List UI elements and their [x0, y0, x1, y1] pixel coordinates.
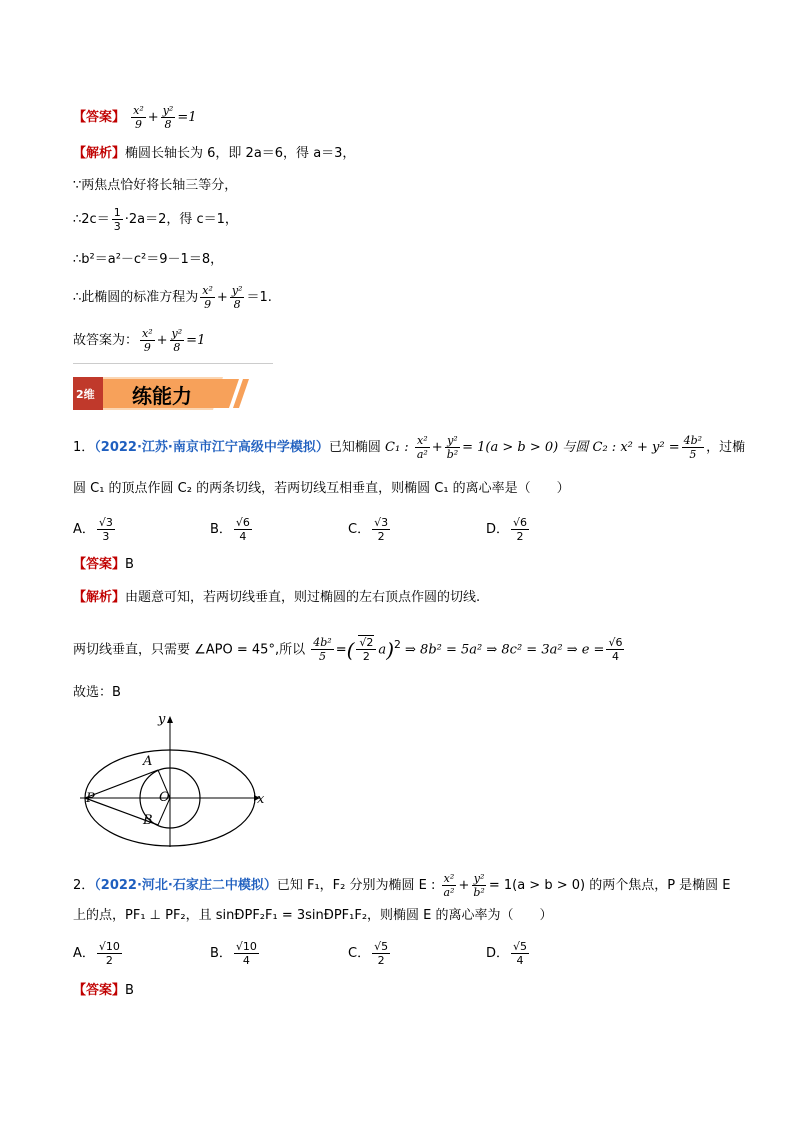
analysis-text: 椭圆长轴长为 6，即 2a＝6，得 a＝3，	[125, 146, 356, 161]
q2-line-1: 2．（2022·河北·石家庄二中模拟）已知 F₁，F₂ 分别为椭圆 E : $\frac{\text{x²}}{\text{a²}}$ + $\frac{\text{y²}}{\text{b²}}$ = 1(a > b > 0) 的两个焦点，P 是椭圆 E	[73, 872, 731, 899]
label-y: y	[158, 712, 166, 727]
q1-line-1: 1．（2022·江苏·南京市江宁高级中学模拟）已知椭圆 C₁ : $\frac{\text{x²}}{\text{a²}}$ + $\frac{\text{y²}}{\text{b²}}$ = 1(a > b > 0) 与圆 C₂ : x² + y² = $\frac{\text{4b²}}{5}$ ，过椭	[73, 434, 746, 461]
q2-source: （2022·河北·石家庄二中模拟）	[94, 878, 277, 893]
label-b: B	[143, 813, 153, 828]
analysis-text: 故答案为：	[73, 333, 139, 348]
q2-answer: 【答案】B	[73, 983, 134, 998]
analysis-line-4: ∴b²＝a²－c²＝9－1＝8，	[73, 252, 224, 267]
q1-condition: = 1(a > b > 0) 与圆	[462, 440, 589, 455]
analysis-line-2: ∵两焦点恰好将长轴三等分，	[73, 178, 238, 193]
analysis-text: ＝1.	[246, 290, 272, 305]
analysis-line-3	[73, 206, 238, 233]
answer-row	[73, 104, 196, 131]
q1-source: （2022·江苏·南京市江宁高级中学模拟）	[94, 440, 329, 455]
analysis-tag: 【解析】	[73, 146, 126, 161]
q1-option-a[interactable]: A． $\frac{√3}{3}$	[73, 516, 113, 543]
ellipse-figure	[70, 712, 280, 847]
divider	[73, 363, 273, 364]
analysis-line-5: ∴此椭圆的标准方程为 $\frac{\text{x²}}{9}$ + $\frac{\text{y²}}{8}$ ＝1.	[73, 284, 272, 311]
q2-option-a[interactable]: A． $\frac{√10}{2}$	[73, 940, 120, 967]
answer-equation: $\frac{\text{x²}}{9}$ + $\frac{\text{y²}}{8}$ =1	[133, 104, 197, 131]
q1-text: ，过椭	[706, 440, 746, 455]
label-p: P	[86, 791, 95, 806]
q1-option-d[interactable]: D． $\frac{√6}{2}$	[486, 516, 528, 543]
fraction-one-third: $\frac{1}{3}$	[113, 206, 121, 233]
q1-option-b[interactable]: B． $\frac{√6}{4}$	[210, 516, 250, 543]
analysis-text: ∴此椭圆的标准方程为	[73, 290, 199, 305]
analysis-text: ∴2c＝	[73, 212, 110, 227]
banner-badge: 2维	[76, 388, 95, 401]
analysis-line-1	[73, 145, 355, 163]
q1-text: 已知椭圆	[328, 440, 381, 455]
analysis-line-6: 故答案为： $\frac{\text{x²}}{9}$ + $\frac{\text{y²}}{8}$ =1	[73, 327, 206, 354]
q1-number: 1．	[73, 440, 95, 455]
q2-option-d[interactable]: D． $\frac{√5}{4}$	[486, 940, 528, 967]
label-x: x	[257, 792, 265, 807]
q1-option-c[interactable]: C． $\frac{√3}{2}$	[348, 516, 389, 543]
q1-derivation: 两切线垂直，只需要 ∠APO = 45°,所以 $\frac{\text{4b²}}{5}$ =( $\frac{√2}{2}$ a)$^2$ ⇒ 8b² = 5a² ⇒ 8c² = 3a² ⇒ e = $\frac{√6}{4}$	[73, 636, 623, 664]
analysis-text: ·2a＝2，得 c＝1，	[124, 212, 238, 227]
q1-analysis: 【解析】由题意可知，若两切线垂直，则过椭圆的左右顶点作圆的切线.	[73, 590, 481, 605]
label-a: A	[143, 754, 153, 769]
y-arrow	[167, 716, 173, 723]
q1-c2: C₂ : x² + y² =	[592, 440, 680, 455]
answer-tag: 【答案】	[73, 110, 126, 125]
q1-choose: 故选：B	[73, 685, 121, 700]
q2-line-2: 上的点，PF₁ ⊥ PF₂，且 sinÐPF₂F₁ = 3sinÐPF₁F₂，则椭圆 E 的离心率为（ ）	[73, 908, 553, 923]
label-o: O	[159, 790, 170, 805]
q2-option-b[interactable]: B． $\frac{√10}{4}$	[210, 940, 257, 967]
q1-line-2: 圆 C₁ 的顶点作圆 C₂ 的两条切线，若两切线互相垂直，则椭圆 C₁ 的离心率是（ ）	[73, 481, 570, 496]
q2-option-c[interactable]: C． $\frac{√5}{2}$	[348, 940, 389, 967]
banner-title: 练能力	[132, 384, 192, 408]
q1-answer: 【答案】B	[73, 557, 134, 572]
q1-c1: C₁ :	[385, 440, 409, 455]
